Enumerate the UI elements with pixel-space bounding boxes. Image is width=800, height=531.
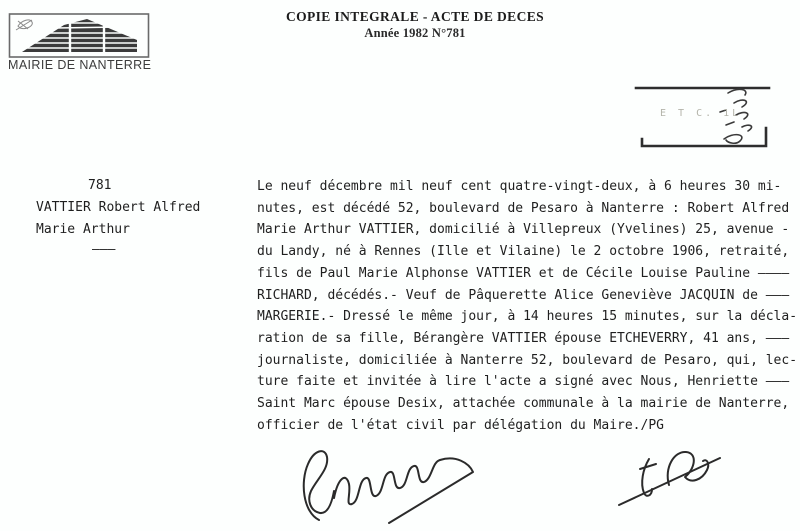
body-line: ration de sa fille, Bérangère VATTIER épouse ETCHEVERRY, 41 ans, ———: [257, 330, 790, 346]
deceased-name-line2: Marie Arthur: [36, 222, 130, 237]
mairie-logo: [8, 12, 168, 72]
star-scribble-icon: [16, 20, 32, 30]
body-line: nutes, est décédé 52, boulevard de Pesaro à Nanterre : Robert Alfred: [257, 200, 790, 216]
logo-caption: MAIRIE DE NANTERRE: [8, 58, 152, 72]
declarant-signature-icon: [295, 440, 510, 531]
deceased-name-line1: VATTIER Robert Alfred: [36, 200, 201, 215]
building-icon: [8, 12, 152, 60]
act-number: 781: [88, 178, 112, 193]
officer-signature-icon: [608, 443, 788, 509]
stamp-box-icon: [616, 79, 796, 174]
body-line: RICHARD, décédés.- Veuf de Pâquerette Alice Geneviève JACQUIN de ———: [257, 287, 790, 303]
document-subtitle: Année 1982 N°781: [364, 26, 466, 40]
body-line: ture faite et invitée à lire l'acte a signé avec Nous, Henriette ———: [257, 374, 790, 390]
margin-separator: ———: [92, 242, 116, 257]
body-line: Marie Arthur VATTIER, domicilié à Villepreux (Yvelines) 25, avenue -: [257, 222, 790, 238]
act-body: [257, 176, 800, 436]
body-line: fils de Paul Marie Alphonse VATTIER et de Cécile Louise Pauline ————: [257, 265, 790, 281]
body-line: MARGERIE.- Dressé le même jour, à 14 heures 15 minutes, sur la décla-: [257, 309, 798, 325]
stamp-faint-text: E T C. 1L: [660, 108, 742, 119]
body-line: journaliste, domiciliée à Nanterre 52, boulevard de Pesaro, qui, lec-: [257, 352, 798, 368]
body-line: officier de l'état civil par délégation du Maire./PG: [257, 417, 664, 433]
body-line: Saint Marc épouse Desix, attachée communale à la mairie de Nanterre,: [257, 396, 790, 412]
body-line: Le neuf décembre mil neuf cent quatre-vingt-deux, à 6 heures 30 mi-: [257, 179, 782, 194]
document-header: [230, 9, 600, 41]
document-title: COPIE INTEGRALE - ACTE DE DECES: [285, 9, 545, 24]
registry-stamp: [616, 79, 796, 174]
body-line: du Landy, né à Rennes (Ille et Vilaine) le 2 octobre 1906, retraité,: [257, 244, 790, 260]
